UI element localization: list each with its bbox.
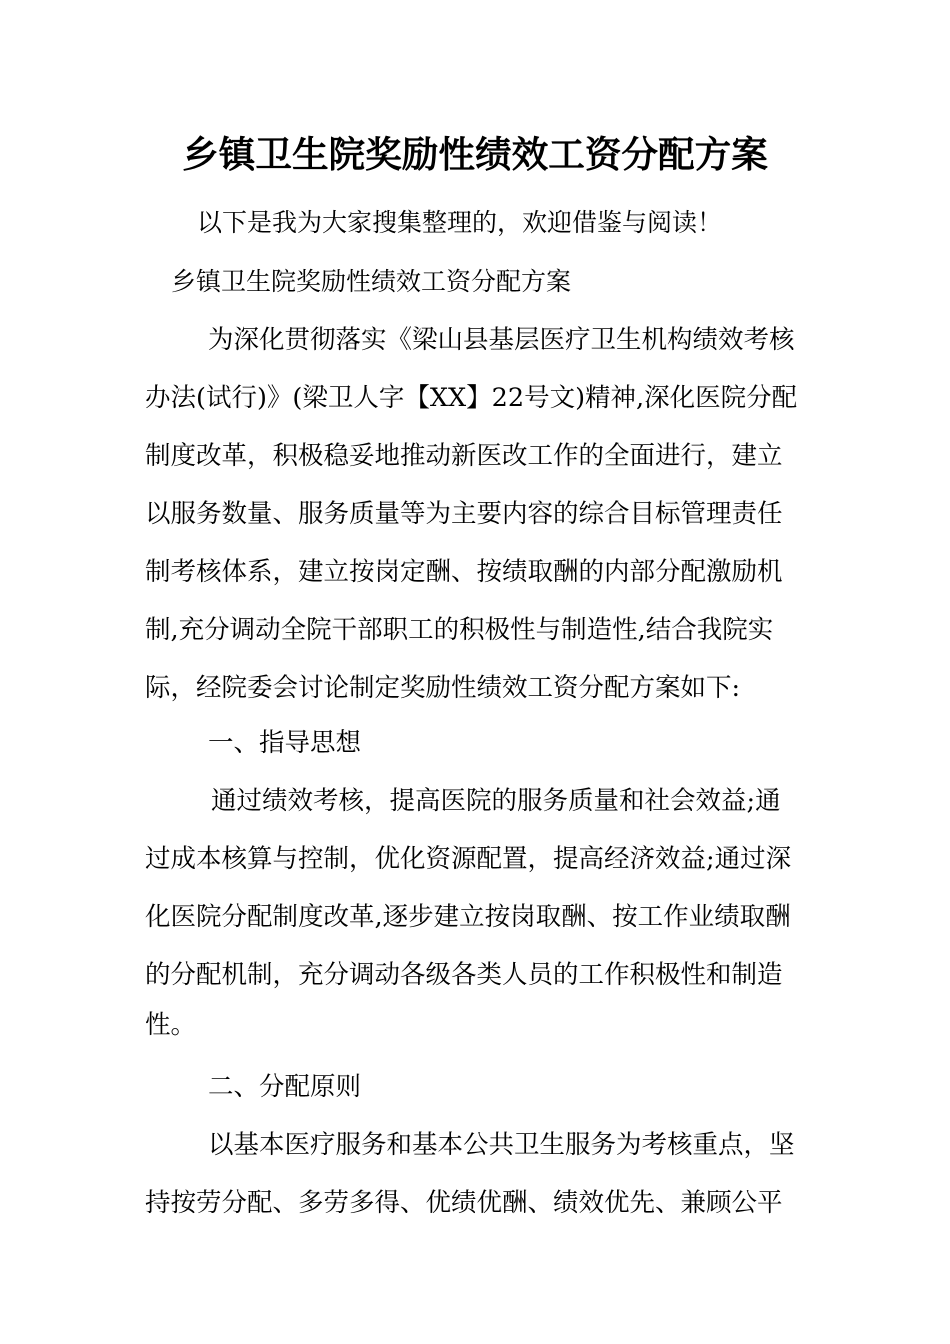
paragraph-line: 制度改革，积极稳妥地推动新医改工作的全面进行，建立 <box>145 441 783 471</box>
paragraph-line: 通过绩效考核，提高医院的服务质量和社会效益;通 <box>211 786 781 816</box>
paragraph-line: 以服务数量、服务质量等为主要内容的综合目标管理责任 <box>145 499 783 529</box>
paragraph-line: 以基本医疗服务和基本公共卫生服务为考核重点，坚 <box>208 1130 795 1160</box>
section-heading-distribution-principles: 二、分配原则 <box>208 1072 362 1102</box>
intro-text: 以下是我为大家搜集整理的，欢迎借鉴与阅读！ <box>197 208 723 237</box>
paragraph-line: 持按劳分配、多劳多得、优绩优酬、绩效优先、兼顾公平 <box>145 1188 783 1218</box>
document-subtitle: 乡镇卫生院奖励性绩效工资分配方案 <box>171 267 572 296</box>
paragraph-line: 办法(试行)》(梁卫人字【XX】22号文)精神,深化医院分配 <box>145 383 798 413</box>
paragraph-line: 的分配机制，充分调动各级各类人员的工作积极性和制造 <box>145 960 783 990</box>
section-heading-guiding-ideology: 一、指导思想 <box>208 728 362 758</box>
paragraph-line: 制考核体系，建立按岗定酬、按绩取酬的内部分配激励机 <box>145 557 783 587</box>
paragraph-line: 过成本核算与控制，优化资源配置，提高经济效益;通过深 <box>145 844 792 874</box>
document-title: 乡镇卫生院奖励性绩效工资分配方案 <box>182 133 768 176</box>
paragraph-line: 制,充分调动全院干部职工的积极性与制造性,结合我院实 <box>145 615 774 645</box>
paragraph-line: 化医院分配制度改革,逐步建立按岗取酬、按工作业绩取酬 <box>145 902 791 932</box>
paragraph-line: 际，经院委会讨论制定奖励性绩效工资分配方案如下: <box>145 673 741 703</box>
paragraph-line: 为深化贯彻落实《梁山县基层医疗卫生机构绩效考核 <box>208 325 795 355</box>
paragraph-line: 性。 <box>145 1010 197 1040</box>
